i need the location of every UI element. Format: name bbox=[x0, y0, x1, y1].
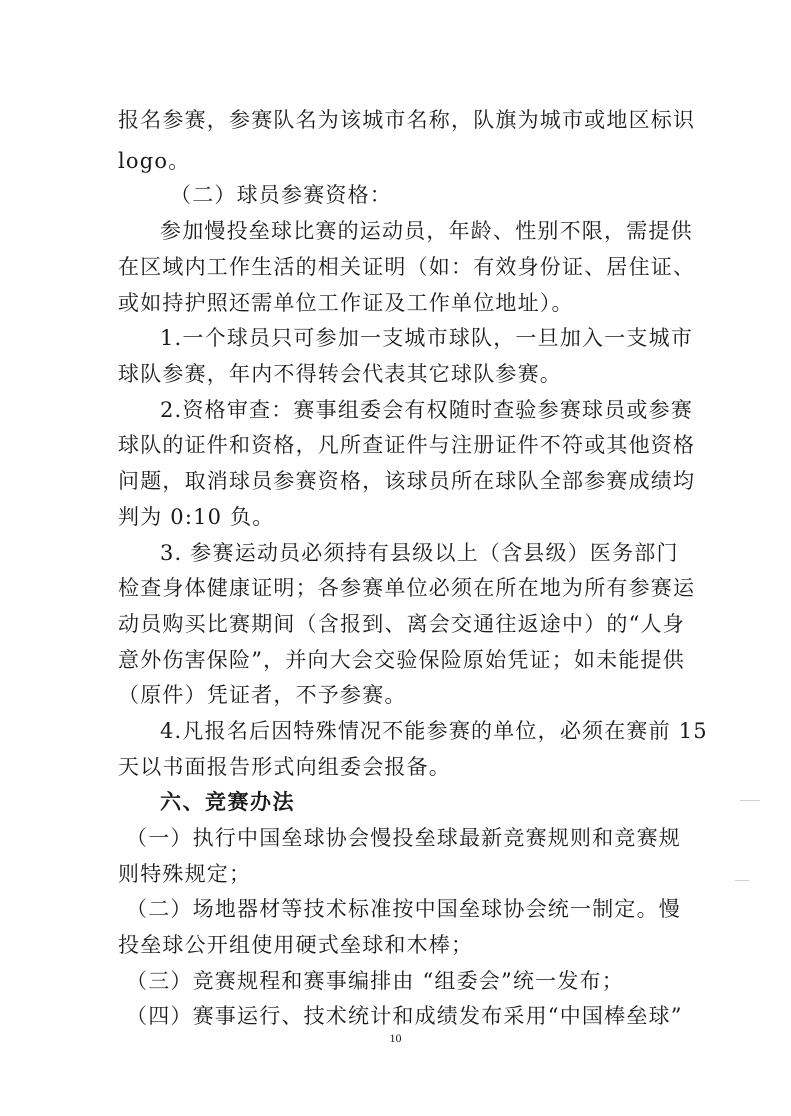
text-line: 1.一个球员只可参加一支城市球队，一旦加入一支城市 bbox=[160, 326, 694, 350]
section-heading: 六、竞赛办法 bbox=[160, 789, 295, 814]
text-line: 2.资格审查：赛事组委会有权随时查验参赛球员或参赛 bbox=[160, 398, 694, 422]
text-line: （三）竞赛规程和赛事编排由 “组委会”统一发布； bbox=[126, 969, 624, 993]
text-line: 则特殊规定； bbox=[118, 862, 252, 886]
scan-mark bbox=[740, 800, 760, 801]
text-line: 参加慢投垒球比赛的运动员，年龄、性别不限，需提供 bbox=[160, 219, 693, 243]
text-line: 投垒球公开组使用硬式垒球和木棒； bbox=[118, 933, 474, 957]
text-line: （一）执行中国垒球协会慢投垒球最新竞赛规则和竞赛规 bbox=[126, 826, 681, 850]
text-line: （四）赛事运行、技术统计和成绩发布采用“中国棒垒球” bbox=[126, 1004, 683, 1028]
text-line: 4.凡报名后因特殊情况不能参赛的单位，必须在赛前 15 bbox=[160, 719, 708, 743]
text-line: （原件）凭证者，不予参赛。 bbox=[118, 683, 407, 707]
text-line: 动员购买比赛期间（含报到、离会交通往返途中）的“人身 bbox=[118, 612, 685, 636]
text-line: 问题，取消球员参赛资格，该球员所在球队全部参赛成绩均 bbox=[118, 469, 696, 493]
text-line: 检查身体健康证明；各参赛单位必须在所在地为所有参赛运 bbox=[118, 576, 696, 600]
text-line: 或如持护照还需单位工作证及工作单位地址）。 bbox=[118, 291, 574, 315]
text-line: 报名参赛，参赛队名为该城市名称，队旗为城市或地区标识 bbox=[118, 108, 696, 132]
text-line: 3. 参赛运动员必须持有县级以上（含县级）医务部门 bbox=[160, 541, 679, 565]
text-line: 球队的证件和资格，凡所查证件与注册证件不符或其他资格 bbox=[118, 433, 696, 457]
text-line: logo。 bbox=[118, 149, 191, 173]
text-line: 在区域内工作生活的相关证明（如：有效身份证、居住证、 bbox=[118, 255, 696, 279]
section-heading: （二）球员参赛资格： bbox=[170, 183, 392, 207]
text-line: 判为 0:10 负。 bbox=[118, 505, 275, 529]
text-line: 球队参赛，年内不得转会代表其它球队参赛。 bbox=[118, 362, 562, 386]
scan-mark bbox=[735, 880, 749, 881]
text-line: （二）场地器材等技术标准按中国垒球协会统一制定。慢 bbox=[126, 897, 681, 921]
text-line: 天以书面报告形式向组委会报备。 bbox=[118, 755, 451, 779]
page-number: 10 bbox=[389, 1031, 402, 1045]
text-line: 意外伤害保险”，并向大会交验保险原始凭证；如未能提供 bbox=[118, 648, 685, 672]
